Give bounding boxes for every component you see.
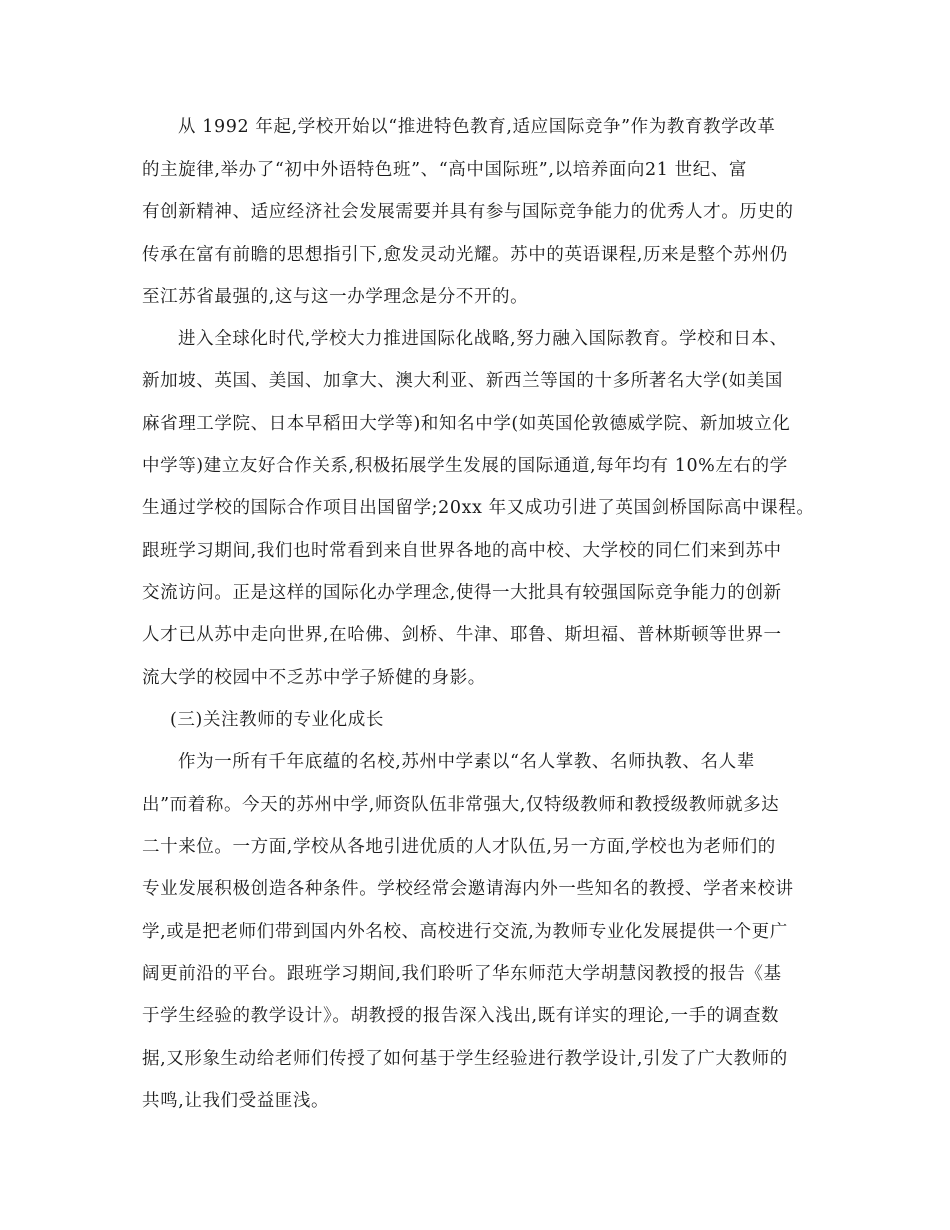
text-line: 跟班学习期间,我们也时常看到来自世界各地的高中校、大学校的同仁们来到苏中 <box>142 541 782 561</box>
text-line: 学,或是把老师们带到国内外名校、高校进行交流,为教师专业化发展提供一个更广 <box>142 922 788 942</box>
text-line: 专业发展积极创造各种条件。学校经常会邀请海内外一些知名的教授、学者来校讲 <box>142 879 794 899</box>
text-line: 于学生经验的教学设计》。胡教授的报告深入浅出,既有详实的理论,一手的调查数 <box>142 1006 780 1026</box>
text-line: 作为一所有千年底蕴的名校,苏州中学素以“名人掌教、名师执教、名人辈 <box>178 752 755 772</box>
text-line: 阔更前沿的平台。跟班学习期间,我们聆听了华东师范大学胡慧闵教授的报告《基 <box>142 964 782 984</box>
section-heading: (三)关注教师的专业化成长 <box>170 710 384 730</box>
text-line: 生通过学校的国际合作项目出国留学;20xx 年又成功引进了英国剑桥国际高中课程。 <box>142 498 815 518</box>
text-line: 传承在富有前瞻的思想指引下,愈发灵动光耀。苏中的英语课程,历来是整个苏州仍 <box>142 245 788 265</box>
text-line: 至江苏省最强的,这与这一办学理念是分不开的。 <box>142 287 529 307</box>
text-line: 的主旋律,举办了“初中外语特色班”、“高中国际班”,以培养面向21 世纪、富 <box>142 160 748 180</box>
text-line: 出”而着称。今天的苏州中学,师资队伍非常强大,仅特级教师和教授级教师就多达 <box>142 795 780 815</box>
text-line: 交流访问。正是这样的国际化办学理念,使得一大批具有较强国际竞争能力的创新 <box>142 583 782 603</box>
text-line: 中学等)建立友好合作关系,积极拓展学生发展的国际通道,每年均有 10%左右的学 <box>142 456 788 476</box>
text-line: 新加坡、英国、美国、加拿大、澳大利亚、新西兰等国的十多所著名大学(如美国 <box>142 371 783 391</box>
text-line: 从 1992 年起,学校开始以“推进特色教育,适应国际竞争”作为教育教学改革 <box>178 117 776 137</box>
text-line: 进入全球化时代,学校大力推进国际化战略,努力融入国际教育。学校和日本、 <box>178 329 788 349</box>
text-line: 据,又形象生动给老师们传授了如何基于学生经验进行教学设计,引发了广大教师的 <box>142 1049 788 1069</box>
text-line: 麻省理工学院、日本早稻田大学等)和知名中学(如英国伦敦德威学院、新加坡立化 <box>142 414 791 434</box>
text-line: 人才已从苏中走向世界,在哈佛、剑桥、牛津、耶鲁、斯坦福、普林斯顿等世界一 <box>142 625 782 645</box>
text-line: 共鸣,让我们受益匪浅。 <box>142 1091 330 1111</box>
text-line: 二十来位。一方面,学校从各地引进优质的人才队伍,另一方面,学校也为老师们的 <box>142 837 776 857</box>
text-line: 有创新精神、适应经济社会发展需要并具有参与国际竞争能力的优秀人才。历史的 <box>142 202 794 222</box>
text-line: 流大学的校园中不乏苏中学子矫健的身影。 <box>142 668 486 688</box>
